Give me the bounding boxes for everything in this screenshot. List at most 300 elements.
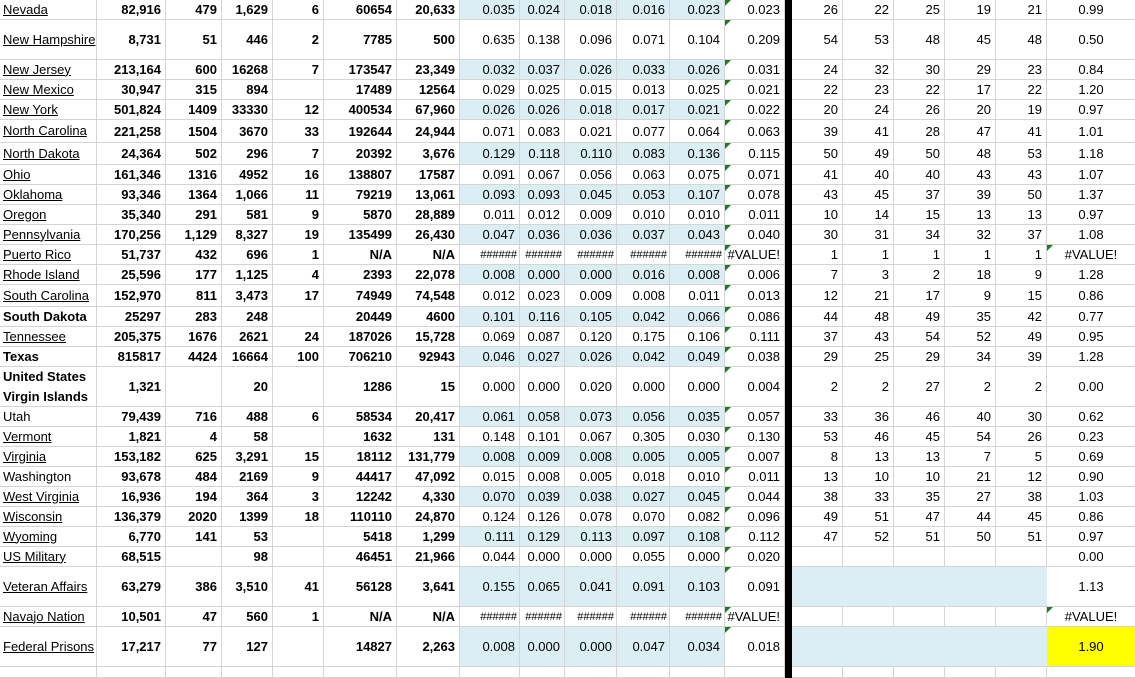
count-cell[interactable] [97,185,166,204]
rate-cell[interactable] [460,120,520,142]
ratio-cell[interactable] [1047,507,1135,526]
count-cell[interactable] [397,567,460,606]
count-cell[interactable] [273,225,324,244]
rate-cell[interactable] [670,407,725,426]
rank-cell[interactable] [843,205,894,224]
count-cell[interactable] [324,667,397,677]
count-cell[interactable] [324,60,397,79]
count-cell[interactable] [397,307,460,326]
count-cell[interactable] [397,245,460,264]
count-cell[interactable] [97,447,166,466]
rank-cell[interactable] [996,527,1047,546]
count-cell[interactable] [397,487,460,506]
average-cell[interactable] [725,205,785,224]
count-cell[interactable] [97,547,166,566]
rank-cell[interactable] [792,265,843,284]
rate-cell[interactable] [670,307,725,326]
count-cell[interactable] [397,467,460,486]
rank-cell[interactable] [792,245,843,264]
rank-cell[interactable] [945,407,996,426]
row-name-cell[interactable] [0,327,97,346]
count-cell[interactable] [324,120,397,142]
average-cell[interactable] [725,225,785,244]
rate-cell[interactable] [460,80,520,99]
count-cell[interactable] [166,407,222,426]
rate-cell[interactable] [617,185,670,204]
rate-cell[interactable] [617,100,670,119]
count-cell[interactable] [166,427,222,446]
rate-cell[interactable] [617,447,670,466]
count-cell[interactable] [166,20,222,59]
row-name-cell[interactable] [0,627,97,666]
rate-cell[interactable] [460,347,520,366]
count-cell[interactable] [397,347,460,366]
rate-cell[interactable] [617,487,670,506]
row-name-cell[interactable] [0,447,97,466]
rank-cell[interactable] [996,265,1047,284]
rate-cell[interactable] [670,447,725,466]
rate-cell[interactable] [565,285,617,306]
rank-cell[interactable] [792,100,843,119]
ratio-cell[interactable] [1047,667,1135,677]
count-cell[interactable] [397,327,460,346]
rate-cell[interactable] [520,627,565,666]
row-name-cell[interactable] [0,225,97,244]
average-cell[interactable] [725,245,785,264]
rate-cell[interactable] [565,607,617,626]
count-cell[interactable] [222,80,273,99]
rank-cell[interactable] [894,245,945,264]
count-cell[interactable] [97,407,166,426]
rate-cell[interactable] [670,205,725,224]
count-cell[interactable] [273,80,324,99]
count-cell[interactable] [166,567,222,606]
ratio-cell[interactable] [1047,143,1135,164]
row-name-cell[interactable] [0,507,97,526]
rate-cell[interactable] [520,607,565,626]
row-name-cell[interactable] [0,60,97,79]
rate-cell[interactable] [670,20,725,59]
count-cell[interactable] [397,20,460,59]
rate-cell[interactable] [617,80,670,99]
rate-cell[interactable] [565,507,617,526]
rate-cell[interactable] [617,327,670,346]
rate-cell[interactable] [617,120,670,142]
count-cell[interactable] [166,60,222,79]
rate-cell[interactable] [565,627,617,666]
count-cell[interactable] [97,225,166,244]
rank-cell[interactable] [894,487,945,506]
error-indicator-icon[interactable] [725,607,731,613]
error-indicator-icon[interactable] [725,467,731,473]
count-cell[interactable] [222,447,273,466]
count-cell[interactable] [397,165,460,184]
rate-cell[interactable] [520,165,565,184]
row-name-cell[interactable] [0,205,97,224]
rank-cell[interactable] [996,120,1047,142]
rate-cell[interactable] [670,185,725,204]
rate-cell[interactable] [520,265,565,284]
rate-cell[interactable] [565,447,617,466]
average-cell[interactable] [725,0,785,19]
ratio-cell[interactable] [1047,527,1135,546]
rate-cell[interactable] [565,487,617,506]
count-cell[interactable] [324,427,397,446]
average-cell[interactable] [725,307,785,326]
rank-cell[interactable] [894,100,945,119]
average-cell[interactable] [725,100,785,119]
count-cell[interactable] [222,607,273,626]
count-cell[interactable] [166,245,222,264]
ratio-cell[interactable] [1047,487,1135,506]
rate-cell[interactable] [670,165,725,184]
count-cell[interactable] [97,100,166,119]
rank-cell[interactable] [945,20,996,59]
rank-cell[interactable] [843,100,894,119]
count-cell[interactable] [273,205,324,224]
rank-cell[interactable] [843,527,894,546]
error-indicator-icon[interactable] [725,447,731,453]
ratio-cell[interactable] [1047,427,1135,446]
rate-cell[interactable] [460,427,520,446]
count-cell[interactable] [166,607,222,626]
rank-cell[interactable] [843,80,894,99]
rate-cell[interactable] [617,527,670,546]
rank-cell[interactable] [894,347,945,366]
rate-cell[interactable] [617,427,670,446]
rank-cell[interactable] [996,607,1047,626]
rate-cell[interactable] [565,567,617,606]
average-cell[interactable] [725,143,785,164]
rate-cell[interactable] [520,527,565,546]
rate-cell[interactable] [670,143,725,164]
rate-cell[interactable] [565,307,617,326]
count-cell[interactable] [273,667,324,677]
rank-cell[interactable] [792,120,843,142]
rate-cell[interactable] [460,327,520,346]
rate-cell[interactable] [565,467,617,486]
rate-cell[interactable] [565,407,617,426]
row-name-cell[interactable] [0,100,97,119]
rank-cell[interactable] [945,185,996,204]
rank-cell[interactable] [792,507,843,526]
ratio-cell[interactable] [1047,20,1135,59]
rank-cell[interactable] [894,20,945,59]
rank-cell[interactable] [996,467,1047,486]
rank-cell[interactable] [996,185,1047,204]
rank-cell[interactable] [945,527,996,546]
rate-cell[interactable] [520,427,565,446]
rate-cell[interactable] [460,407,520,426]
count-cell[interactable] [222,407,273,426]
count-cell[interactable] [166,80,222,99]
row-name-cell[interactable] [0,185,97,204]
count-cell[interactable] [97,80,166,99]
rate-cell[interactable] [565,20,617,59]
rate-cell[interactable] [520,20,565,59]
rank-cell[interactable] [792,547,843,566]
average-cell[interactable] [725,447,785,466]
rank-cell[interactable] [843,143,894,164]
count-cell[interactable] [324,20,397,59]
count-cell[interactable] [166,547,222,566]
rate-cell[interactable] [565,100,617,119]
row-name-cell[interactable] [0,143,97,164]
rank-cell[interactable] [843,667,894,677]
rate-cell[interactable] [670,367,725,406]
rate-cell[interactable] [520,120,565,142]
rank-cell[interactable] [894,225,945,244]
rate-cell[interactable] [520,80,565,99]
count-cell[interactable] [166,100,222,119]
count-cell[interactable] [97,307,166,326]
row-name-cell[interactable] [0,427,97,446]
rank-cell[interactable] [945,80,996,99]
count-cell[interactable] [324,447,397,466]
count-cell[interactable] [222,327,273,346]
rank-cell[interactable] [792,80,843,99]
count-cell[interactable] [273,607,324,626]
count-cell[interactable] [222,367,273,406]
rate-cell[interactable] [617,467,670,486]
error-indicator-icon[interactable] [725,165,731,171]
rank-cell[interactable] [996,20,1047,59]
error-indicator-icon[interactable] [725,347,731,353]
ratio-cell[interactable] [1047,120,1135,142]
rate-cell[interactable] [617,347,670,366]
ratio-cell[interactable] [1047,347,1135,366]
count-cell[interactable] [222,507,273,526]
rank-cell[interactable] [945,205,996,224]
count-cell[interactable] [97,0,166,19]
error-indicator-icon[interactable] [725,567,731,573]
count-cell[interactable] [324,327,397,346]
rank-cell[interactable] [792,165,843,184]
rate-cell[interactable] [520,547,565,566]
rank-cell[interactable] [996,165,1047,184]
rate-cell[interactable] [617,307,670,326]
rate-cell[interactable] [460,100,520,119]
count-cell[interactable] [97,60,166,79]
rate-cell[interactable] [460,307,520,326]
rank-cell[interactable] [996,347,1047,366]
row-name-cell[interactable] [0,667,97,677]
row-name-cell[interactable] [0,20,97,59]
error-indicator-icon[interactable] [725,627,731,633]
count-cell[interactable] [97,347,166,366]
rate-cell[interactable] [460,467,520,486]
count-cell[interactable] [166,347,222,366]
count-cell[interactable] [324,547,397,566]
rank-cell[interactable] [996,143,1047,164]
rate-cell[interactable] [520,285,565,306]
rate-cell[interactable] [460,487,520,506]
rate-cell[interactable] [460,143,520,164]
count-cell[interactable] [273,165,324,184]
rank-cell[interactable] [894,467,945,486]
rank-cell[interactable] [843,607,894,626]
row-name-cell[interactable] [0,265,97,284]
error-indicator-icon[interactable] [725,100,731,106]
average-cell[interactable] [725,20,785,59]
rate-cell[interactable] [460,527,520,546]
rank-cell[interactable] [843,245,894,264]
rate-cell[interactable] [617,507,670,526]
ratio-cell[interactable] [1047,60,1135,79]
average-cell[interactable] [725,667,785,677]
count-cell[interactable] [273,20,324,59]
rank-cell[interactable] [996,507,1047,526]
row-name-cell[interactable] [0,307,97,326]
count-cell[interactable] [97,143,166,164]
count-cell[interactable] [222,427,273,446]
count-cell[interactable] [166,447,222,466]
count-cell[interactable] [397,185,460,204]
rank-cell[interactable] [843,507,894,526]
count-cell[interactable] [324,607,397,626]
rank-cell[interactable] [996,245,1047,264]
rank-cell[interactable] [945,427,996,446]
count-cell[interactable] [222,547,273,566]
row-name-cell[interactable] [0,347,97,366]
count-cell[interactable] [397,627,460,666]
count-cell[interactable] [166,367,222,406]
error-indicator-icon[interactable] [725,285,731,291]
rate-cell[interactable] [520,487,565,506]
error-indicator-icon[interactable] [725,487,731,493]
ratio-cell[interactable] [1047,607,1135,626]
rank-cell[interactable] [894,367,945,406]
count-cell[interactable] [397,447,460,466]
rank-cell[interactable] [945,467,996,486]
average-cell[interactable] [725,507,785,526]
rank-cell[interactable] [894,427,945,446]
count-cell[interactable] [166,307,222,326]
count-cell[interactable] [324,245,397,264]
count-cell[interactable] [324,367,397,406]
rank-cell[interactable] [945,285,996,306]
rank-cell[interactable] [996,205,1047,224]
rank-cell[interactable] [792,60,843,79]
count-cell[interactable] [222,347,273,366]
rank-cell[interactable] [843,467,894,486]
count-cell[interactable] [324,143,397,164]
row-name-cell[interactable] [0,547,97,566]
rank-cell[interactable] [894,285,945,306]
count-cell[interactable] [397,100,460,119]
rate-cell[interactable] [670,567,725,606]
count-cell[interactable] [166,165,222,184]
count-cell[interactable] [97,327,166,346]
rank-cell[interactable] [996,307,1047,326]
rank-cell[interactable] [894,265,945,284]
count-cell[interactable] [397,527,460,546]
rank-cell[interactable] [792,347,843,366]
average-cell[interactable] [725,467,785,486]
rank-cell[interactable] [843,60,894,79]
count-cell[interactable] [273,427,324,446]
count-cell[interactable] [324,165,397,184]
count-cell[interactable] [324,527,397,546]
count-cell[interactable] [222,245,273,264]
count-cell[interactable] [273,547,324,566]
count-cell[interactable] [273,627,324,666]
row-name-cell[interactable] [0,407,97,426]
rate-cell[interactable] [617,265,670,284]
average-cell[interactable] [725,527,785,546]
rate-cell[interactable] [565,265,617,284]
rate-cell[interactable] [617,407,670,426]
rate-cell[interactable] [617,165,670,184]
rate-cell[interactable] [617,567,670,606]
rank-cell[interactable] [894,507,945,526]
count-cell[interactable] [222,0,273,19]
rate-cell[interactable] [520,567,565,606]
rate-cell[interactable] [670,467,725,486]
ratio-cell[interactable] [1047,265,1135,284]
ratio-cell[interactable] [1047,547,1135,566]
rank-cell[interactable] [996,367,1047,406]
rank-cell[interactable] [996,0,1047,19]
error-indicator-icon[interactable] [725,547,731,553]
count-cell[interactable] [273,60,324,79]
rate-cell[interactable] [565,120,617,142]
ratio-cell[interactable] [1047,245,1135,264]
error-indicator-icon[interactable] [725,367,731,373]
count-cell[interactable] [166,0,222,19]
rate-cell[interactable] [565,327,617,346]
count-cell[interactable] [166,205,222,224]
count-cell[interactable] [222,527,273,546]
ratio-cell[interactable] [1047,567,1135,606]
error-indicator-icon[interactable] [1047,607,1053,613]
count-cell[interactable] [166,265,222,284]
count-cell[interactable] [273,487,324,506]
rate-cell[interactable] [670,507,725,526]
count-cell[interactable] [97,567,166,606]
rank-cell[interactable] [945,327,996,346]
rank-cell[interactable] [792,285,843,306]
rank-cell[interactable] [894,607,945,626]
rate-cell[interactable] [460,0,520,19]
count-cell[interactable] [324,0,397,19]
error-indicator-icon[interactable] [725,527,731,533]
average-cell[interactable] [725,60,785,79]
row-name-cell[interactable] [0,527,97,546]
rate-cell[interactable] [565,245,617,264]
rate-cell[interactable] [520,205,565,224]
count-cell[interactable] [273,120,324,142]
rate-cell[interactable] [460,60,520,79]
count-cell[interactable] [166,327,222,346]
count-cell[interactable] [397,120,460,142]
rank-cell[interactable] [996,60,1047,79]
count-cell[interactable] [97,627,166,666]
average-cell[interactable] [725,327,785,346]
row-name-cell[interactable] [0,80,97,99]
count-cell[interactable] [222,100,273,119]
rate-cell[interactable] [460,20,520,59]
rank-cell[interactable] [843,20,894,59]
ratio-cell[interactable] [1047,225,1135,244]
count-cell[interactable] [273,447,324,466]
rank-cell[interactable] [792,327,843,346]
count-cell[interactable] [222,225,273,244]
count-cell[interactable] [97,120,166,142]
rank-cell[interactable] [894,80,945,99]
count-cell[interactable] [324,205,397,224]
error-indicator-icon[interactable] [725,245,731,251]
